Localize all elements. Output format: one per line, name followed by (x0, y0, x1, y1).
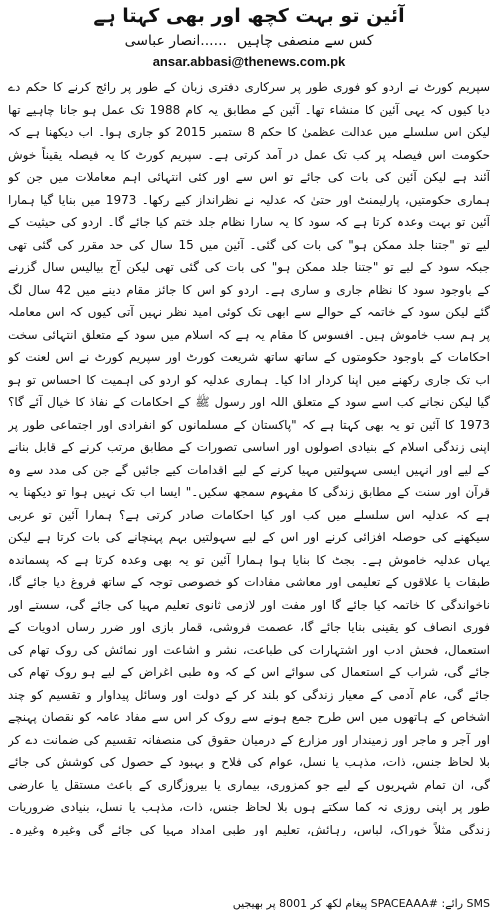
author-email: ansar.abbasi@thenews.com.pk (152, 54, 346, 69)
author-name: انصار عباسی (124, 33, 201, 49)
column-title: آئین تو بہت کچھ اور بھی کہتا ہے (93, 5, 405, 27)
article-paragraph: سپریم کورٹ نے اردو کو فوری طور پر سرکاری دفتری زبان کے طور پر رائج کرنے کا حکم دے دیا کیوں کہ یہی آئین کا منشاء تھا۔ آئین کے مطابق یہ کام 1988 تک عمل ہو جانا چاہیے تھا لیکن اس سلسلے میں عدالت عظمیٰ کا حکم 8 ستمبر 2015 کو جاری ہوا۔ اب دیکھنا ہے کہ حکومت اس فیصلہ پر کب تک عمل در آمد کرتی ہے۔ سپریم کورٹ کا یہ فیصلہ یقیناً خوش آئند ہے لیکن آئین کی بات کی جائے تو اس سے اور کئی انتہائی اہم معاملات میں جن کو ہماری حکومتیں، پارلیمنٹ اور حتیٰ کہ عدلیہ نے نظرانداز کیے رکھا۔ 1973 میں بنایا گیا ہمارا آئین تو بہت وعدہ کرتا ہے کہ سود کا یہ سارا نظام جلد ختم کیا جائے گا۔ اردو کی حیثیت کے لیے تو "جتنا جلد ممکن ہو" کی بات کی گئی۔ آئین میں 15 سال کی حد مقرر کی گئی تھی جبکہ سود کے لیے تو "جتنا جلد ممکن ہو" کی بات کی گئی تھی لیکن آج بیالیس سال گزرنے کے باوجود سود کا نظام جاری و ساری ہے۔ اردو کو اس کا جائز مقام دینے میں 42 سال لگ گئے لیکن سود کے خاتمہ کے حوالے سے ابھی تک کوئی امید نظر نہیں آتی کیوں کہ اس معاملہ پر ہم سب خاموش ہیں۔ افسوس کا مقام یہ ہے کہ اسلام میں سود کے متعلق انتہائی سخت احکامات کے باوجود حکومتوں کے ساتھ ساتھ شریعت کورٹ اور سپریم کورٹ نے اس لعنت کو اب تک جاری رکھنے میں اپنا کردار ادا کیا۔ ہماری عدلیہ کو اردو کی اہمیت کا احساس تو ہو گیا لیکن نجانے کب اسے سود کے متعلق اللہ اور رسول ﷺ کے احکامات کے نفاذ کا خیال آئے گا؟ 1973 کا آئین تو یہ بھی کہتا ہے کہ "پاکستان کے مسلمانوں کو انفرادی اور اجتماعی طور پر اپنی زندگی اسلام کے بنیادی اصولوں اور اساسی تصورات کے مطابق مرتب کرنے کے قابل بنانے کے لیے اور انہیں ایسی سہولتیں مہیا کرنے کے لیے اقدامات کیے جائیں گے جن کی مدد سے وہ قرآن اور سنت کے مطابق زندگی کا مفہوم سمجھ سکیں۔" ایسا اب تک نہیں ہوا تو دیکھنا یہ ہے کہ عدلیہ اس سلسلے میں کب اور کیا احکامات صادر کرتی ہے؟ ہمارا آئین تو عربی سیکھنے کی حوصلہ افزائی کرنے اور اس کے لیے سہولتیں بہم پہنچانے کی بات کرتا ہے لیکن یہاں عدلیہ خاموش ہے۔ بجٹ کا بنایا ہوا ہمارا آئین تو یہ بھی وعدہ کرتا ہے کہ پسماندہ طبقات یا علاقوں کے تعلیمی اور معاشی مفادات کو خصوصی توجہ کے ساتھ فروغ دیا جائے گا، ناخواندگی کا خاتمہ کیا جائے گا اور مفت اور لازمی ثانوی تعلیم مہیا کی جائے گی، سستے اور فوری انصاف کو یقینی بنایا جائے گا، عصمت فروشی، قمار بازی اور ضرر رساں ادویات کے استعمال، فحش ادب اور اشتہارات کی طباعت، نشر و اشاعت اور نمائش کی روک تھام کی جائے گی، شراب کے استعمال کی سوائے اس کے کہ وہ طبی اغراض کے لیے ہو روک تھام کی جائے گی، عام آدمی کے معیار زندگی کو بلند کر کے دولت اور وسائل پیداوار و تقسیم کو چند اشخاص کے ہاتھوں میں اس طرح جمع ہونے سے روک کر اس سے مفاد عامہ کو نقصان پہنچے اور آجر و ماجر اور زمیندار اور مزارع کے درمیان حقوق کی منصفانہ تقسیم کی ضمانت دے کر بلا لحاظ جنس، ذات، مذہب یا نسل، عوام کی فلاح و بہبود کے حصول کی کوشش کی جائے گی، ان تمام شہریوں کے لیے جو کمزوری، بیماری یا بیروزگاری کے باعث مستقل یا عارضی طور پر اپنی روزی نہ کما سکتے ہوں بلا لحاظ جنس، ذات، مذہب یا نسل، بنیادی ضروریات زندگی مثلاً خوراک، لباس، رہائش، تعلیم اور طبی امداد مہیا کی جائے گی وغیرہ وغیرہ۔ (8, 80, 490, 836)
sms-middle: پیغام لکھ کر (307, 897, 371, 910)
column-subtitle: کس سے منصفی چاہیں (236, 33, 374, 49)
article-body (8, 76, 490, 836)
sms-code: #SPACEAAA (370, 897, 438, 910)
sms-number: 8001 (279, 897, 308, 910)
byline-separator: ...... (200, 33, 227, 49)
sms-suffix: پر بھیجیں (232, 897, 280, 910)
sms-footer (8, 894, 490, 914)
byline (8, 32, 490, 50)
sms-prefix: SMS رائے: (437, 897, 490, 910)
